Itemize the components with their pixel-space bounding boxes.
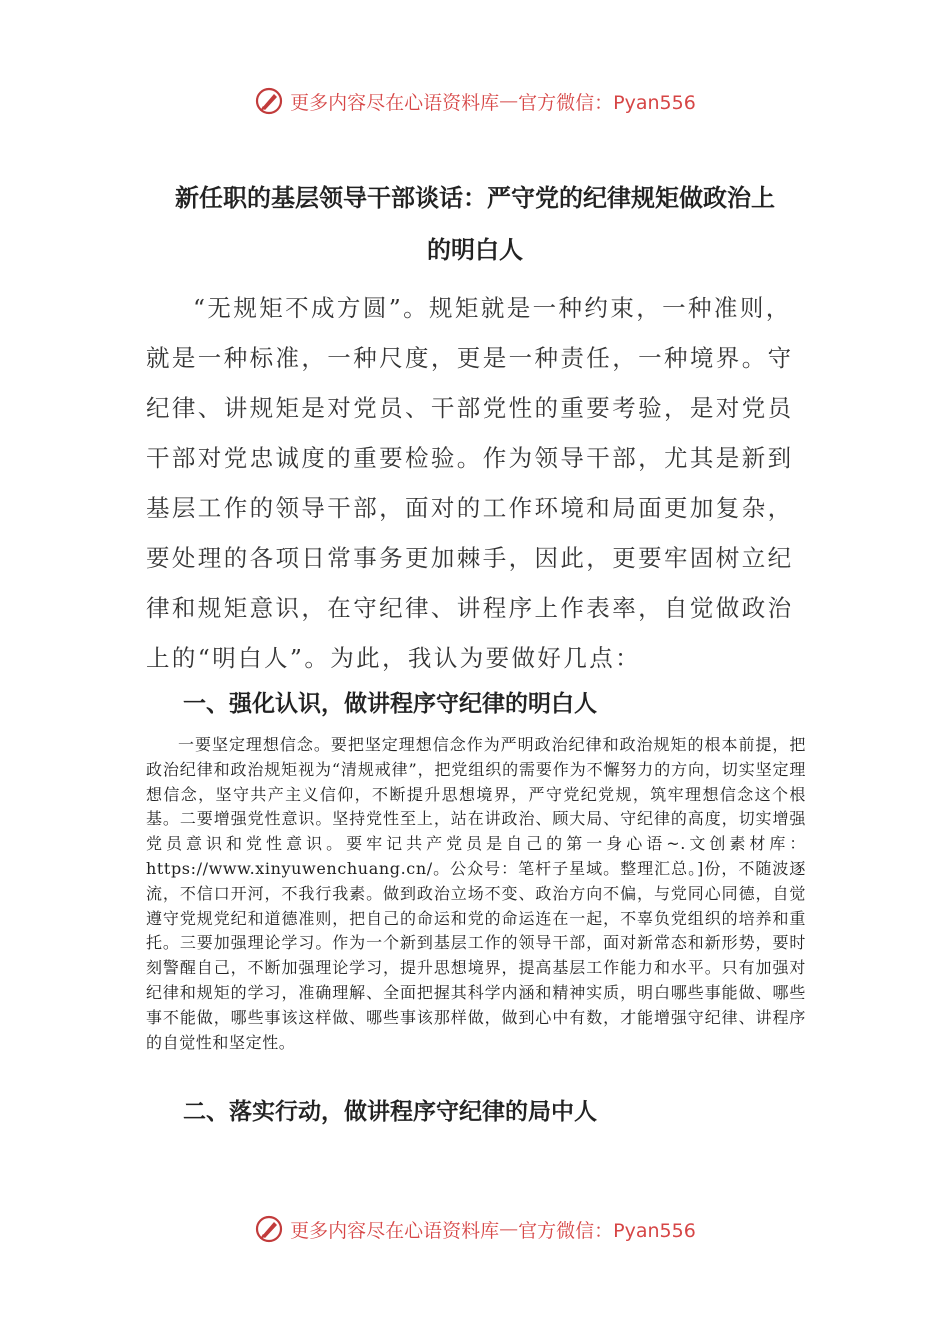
title-line-2: 的明白人 [427,236,523,264]
section-1-paragraph: 一要坚定理想信念。要把坚定理想信念作为严明政治纪律和政治规矩的根本前提，把政治纪律和政治规矩视为“清规戒律”，把党组织的需要作为不懈努力的方向，切实坚定理想信念，坚守共产主义信仰，不断提升思想境界，严守党纪党规，筑牢理想信念这个根基。二要增强党性意识。坚持党性至上，站在讲政治、顾大局、守纪律的高度，切实增强党员意识和党性意识。要牢记共产党员是自己的第一身心语~.文创素材库：https://www.xinyuwenchuang.cn/。公众号：笔杆子星域。整理汇总。]份，不随波逐流，不信口开河，不我行我素。做到政治立场不变、政治方向不偏，与党同心同德，自觉遵守党规党纪和道德准则，把自己的命运和党的命运连在一起，不辜负党组织的培养和重托。三要加强理论学习。作为一个新到基层工作的领导干部，面对新常态和新形势，要时刻警醒自己，不断加强理论学习，提升思想境界，提高基层工作能力和水平。只有加强对纪律和规矩的学习，准确理解、全面把握其科学内涵和精神实质，明白哪些事能做、哪些事不能做，哪些事该这样做、哪些事该那样做，做到心中有数，才能增强守纪律、讲程序的自觉性和坚定性。 [146,735,806,1052]
title-line-1: 新任职的基层领导干部谈话：严守党的纪律规矩做政治上 [175,184,775,212]
header-watermark-banner [0,86,950,116]
banner-separator: — [499,1218,519,1240]
footer-watermark-banner [0,1214,950,1244]
document-title [150,172,800,276]
banner-separator: — [499,90,519,112]
section-heading-1: 一、强化认识，做讲程序守纪律的明白人 [183,691,597,717]
section-heading-2: 二、落实行动，做讲程序守纪律的局中人 [183,1099,597,1125]
banner-text: 更多内容尽在心语资料库 [290,1219,500,1242]
banner-wechat: 官方微信：Pyan556 [518,91,696,114]
pen-logo-icon [254,1214,284,1244]
pen-logo-icon [254,86,284,116]
intro-paragraph: “无规矩不成方圆”。规矩就是一种约束，一种准则，就是一种标准，一种尺度，更是一种责任，一种境界。守纪律、讲规矩是对党员、干部党性的重要考验，是对党员干部对党忠诚度的重要检验。作为领导干部，尤其是新到基层工作的领导干部，面对的工作环境和局面更加复杂，要处理的各项日常事务更加棘手，因此，更要牢固树立纪律和规矩意识，在守纪律、讲程序上作表率，自觉做政治上的“明白人”。为此，我认为要做好几点： [146,294,794,672]
banner-text: 更多内容尽在心语资料库 [290,91,500,114]
banner-wechat: 官方微信：Pyan556 [518,1219,696,1242]
